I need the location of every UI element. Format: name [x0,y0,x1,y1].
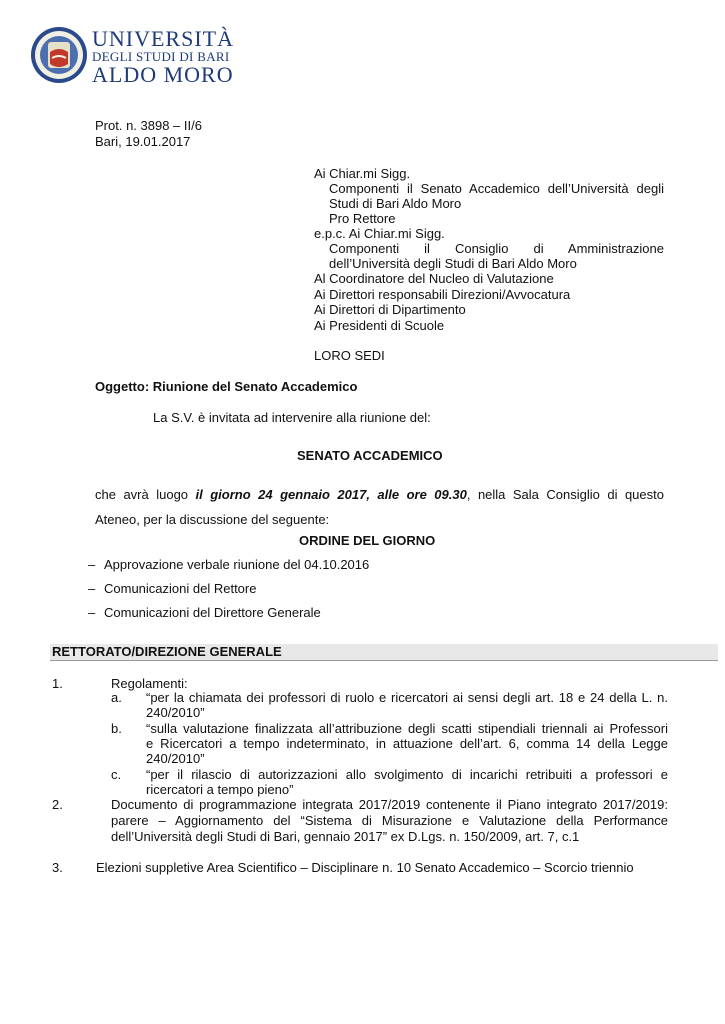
body-heading: SENATO ACCADEMICO [297,448,443,463]
meeting-paragraph [95,487,664,502]
item-text: dell’Università degli Studi di Bari, gennaio 2017” ex D.Lgs. n. 150/2009, art. 7, c.1 [111,829,580,844]
loro-sedi: LORO SEDI [314,348,385,363]
agenda-item: Approvazione verbale riunione del 04.10.2016 [104,557,370,572]
item-number: 1. [52,676,63,691]
item-number: 3. [52,860,63,875]
university-logo [30,26,234,87]
recipient-line: Ai Direttori di Dipartimento [314,302,466,317]
subitem-text: e Ricercatori a tempo indeterminato, in attuazione dell’art. 6, comma 14 della Legge [146,736,668,751]
recipient-line: Pro Rettore [329,211,396,226]
subitem-text: “sulla valutazione finalizzata all’attribuzione degli scatti stipendiali triennali ai Professori [146,721,668,736]
paragraph-line-2: Ateneo, per la discussione del seguente: [95,512,330,527]
recipient-line: Componenti il Consiglio di Amministrazione [329,241,664,256]
item-title: Regolamenti: [111,676,188,691]
recipient-line: e.p.c. Ai Chiar.mi Sigg. [314,226,445,241]
subitem-text: “per il rilascio di autorizzazioni allo svolgimento di incarichi retribuiti a professori e [146,767,668,782]
logo-line-1: UNIVERSITÀ [92,26,234,51]
subitem-label: b. [111,721,122,736]
invitation-line: La S.V. è invitata ad intervenire alla riunione del: [153,410,431,425]
list-bullet: – [88,581,96,596]
subitem-text: 240/2010” [146,705,205,720]
subject-line: Oggetto: Riunione del Senato Accademico [95,379,358,394]
recipient-line: Ai Direttori responsabili Direzioni/Avvocatura [314,287,571,302]
item-number: 2. [52,797,63,812]
paragraph-text: , nella Sala Consiglio di questo [466,487,664,502]
item-text: Elezioni suppletive Area Scientifico – Disciplinare n. 10 Senato Accademico – Scorcio triennio [96,860,634,875]
subitem-text: “per la chiamata dei professori di ruolo e ricercatori ai sensi degli art. 18 e 24 della L. n. [146,690,668,705]
protocol-number: Prot. n. 3898 – II/6 [95,118,202,133]
list-bullet: – [88,605,96,620]
university-seal-icon [30,26,88,84]
meeting-date-time: il giorno 24 gennaio 2017, alle ore 09.30 [195,487,467,502]
subitem-text: 240/2010” [146,751,205,766]
agenda-item: Comunicazioni del Rettore [104,581,257,596]
list-bullet: – [88,557,96,572]
logo-line-3: ALDO MORO [92,62,234,87]
recipient-line: Ai Presidenti di Scuole [314,318,445,333]
recipient-line: Componenti il Senato Accademico dell’Università degli [329,181,664,196]
letter-date: Bari, 19.01.2017 [95,134,191,149]
recipient-line: Ai Chiar.mi Sigg. [314,166,411,181]
section-title: RETTORATO/DIREZIONE GENERALE [52,644,282,659]
subitem-label: a. [111,690,122,705]
agenda-title: ORDINE DEL GIORNO [299,533,436,548]
subitem-text: ricercatori a tempo pieno” [146,782,294,797]
item-text: parere – Aggiornamento del “Sistema di Misurazione e Valutazione della Performance [111,813,668,828]
recipient-line: dell’Università degli Studi di Bari Aldo Moro [329,256,577,271]
item-text: Documento di programmazione integrata 2017/2019 contenente il Piano integrato 2017/2019: [111,797,668,812]
recipient-line: Studi di Bari Aldo Moro [329,196,462,211]
subitem-label: c. [111,767,122,782]
logo-wordmark [92,28,234,86]
logo-line-2: DEGLI STUDI DI BARI [92,49,230,64]
recipient-line: Al Coordinatore del Nucleo di Valutazione [314,271,554,286]
agenda-item: Comunicazioni del Direttore Generale [104,605,321,620]
section-divider [50,660,718,661]
paragraph-text: che avrà luogo [95,487,196,502]
